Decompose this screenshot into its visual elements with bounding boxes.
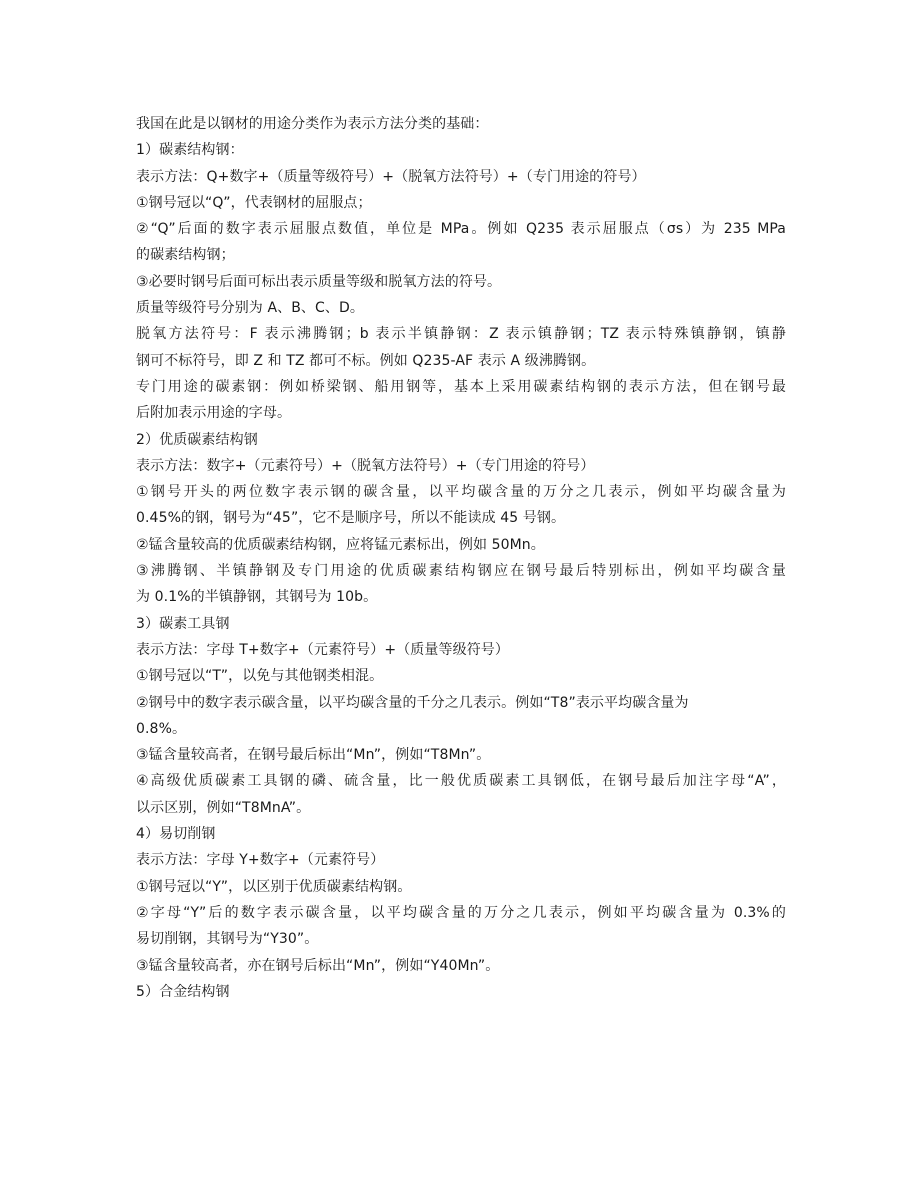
list-item: ①钢号冠以“Q”，代表钢材的屈服点；	[136, 194, 372, 211]
list-item-continued: 以示区别，例如“T8MnA”。	[136, 799, 311, 816]
list-item-continued: 的碳素结构钢；	[136, 247, 235, 264]
list-item-continued: 为 0.1%的半镇静钢，其钢号为 10b。	[136, 589, 378, 606]
list-item-continued: 0.8%。	[136, 720, 187, 737]
notation-method: 表示方法：Q+数字+（质量等级符号）+（脱氧方法符号）+（专门用途的符号）	[136, 168, 646, 185]
paragraph: 专门用途的碳素钢：例如桥梁钢、船用钢等，基本上采用碳素结构钢的表示方法，但在钢号最	[136, 378, 786, 395]
list-item-continued: 易切削钢，其钢号为“Y30”。	[136, 931, 319, 948]
section-heading-alloy-structural: 5）合金结构钢	[136, 983, 230, 1000]
section-heading-quality-carbon-structural: 2）优质碳素结构钢	[136, 431, 258, 448]
list-item: ②钢号中的数字表示碳含量，以平均碳含量的千分之几表示。例如“T8”表示平均碳含量为	[136, 694, 689, 711]
list-item: ③必要时钢号后面可标出表示质量等级和脱氧方法的符号。	[136, 273, 502, 290]
list-item: ①钢号开头的两位数字表示钢的碳含量，以平均碳含量的万分之几表示，例如平均碳含量为	[136, 484, 786, 501]
list-item: ①钢号冠以“Y”，以区别于优质碳素结构钢。	[136, 878, 412, 895]
list-item: ③沸腾钢、半镇静钢及专门用途的优质碳素结构钢应在钢号最后特别标出，例如平均碳含量	[136, 563, 786, 580]
list-item: ②字母“Y”后的数字表示碳含量，以平均碳含量的万分之几表示，例如平均碳含量为 0.3%的	[136, 904, 786, 921]
list-item: ②锰含量较高的优质碳素结构钢，应将锰元素标出，例如 50Mn。	[136, 536, 545, 553]
notation-method: 表示方法：字母 Y+数字+（元素符号）	[136, 852, 385, 869]
list-item-continued: 0.45%的钢，钢号为“45”，它不是顺序号，所以不能读成 45 号钢。	[136, 510, 566, 527]
section-heading-carbon-tool: 3）碳素工具钢	[136, 615, 230, 632]
list-item: ①钢号冠以“T”，以免与其他钢类相混。	[136, 668, 384, 685]
document-body	[136, 111, 786, 1005]
paragraph: 质量等级符号分别为 A、B、C、D。	[136, 300, 364, 317]
section-heading-free-cutting: 4）易切削钢	[136, 826, 216, 843]
list-item: ③锰含量较高者，亦在钢号后标出“Mn”，例如“Y40Mn”。	[136, 957, 500, 974]
list-item: ④高级优质碳素工具钢的磷、硫含量，比一般优质碳素工具钢低，在钢号最后加注字母“A”，	[136, 773, 786, 790]
paragraph-continued: 后附加表示用途的字母。	[136, 405, 292, 422]
intro-text: 我国在此是以钢材的用途分类作为表示方法分类的基础：	[136, 116, 489, 132]
notation-method: 表示方法：数字+（元素符号）+（脱氧方法符号）+（专门用途的符号）	[136, 457, 595, 474]
paragraph-continued: 钢可不标符号，即 Z 和 TZ 都可不标。例如 Q235-AF 表示 A 级沸腾钢。	[136, 352, 596, 369]
section-heading-carbon-structural: 1）碳素结构钢：	[136, 142, 244, 159]
list-item: ③锰含量较高者，在钢号最后标出“Mn”，例如“T8Mn”。	[136, 747, 491, 764]
list-item: ②“Q”后面的数字表示屈服点数值，单位是 MPa。例如 Q235 表示屈服点（σs）为 235 MPa	[136, 221, 786, 238]
notation-method: 表示方法：字母 T+数字+（元素符号）+（质量等级符号）	[136, 641, 509, 658]
paragraph: 脱氧方法符号：F 表示沸腾钢；b 表示半镇静钢：Z 表示镇静钢；TZ 表示特殊镇静钢，镇静	[136, 326, 786, 343]
